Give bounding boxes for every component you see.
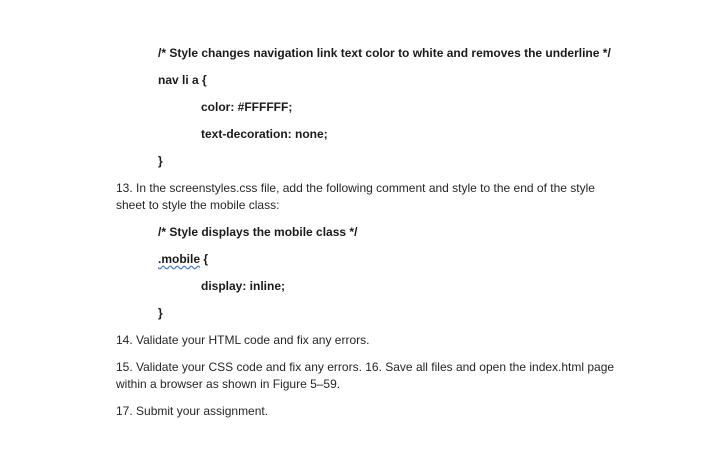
step-17: 17. Submit your assignment. xyxy=(116,404,269,418)
css-close-brace-nav: } xyxy=(158,154,163,168)
css-selector-nav: nav li a { xyxy=(158,73,207,87)
step-14: 14. Validate your HTML code and fix any errors. xyxy=(116,333,370,347)
css-property-color: color: #FFFFFF; xyxy=(201,100,293,114)
css-comment-mobile: /* Style displays the mobile class */ xyxy=(158,225,358,239)
css-selector-mobile xyxy=(158,252,208,266)
css-property-display: display: inline; xyxy=(201,279,286,293)
step-13-line-1: 13. In the screenstyles.css file, add the following comment and style to the end of the style xyxy=(116,181,595,195)
step-15-line-2: within a browser as shown in Figure 5–59. xyxy=(116,377,341,391)
spellcheck-underline-mobile: .mobile xyxy=(158,252,201,266)
step-15-line-1: 15. Validate your CSS code and fix any errors. 16. Save all files and open the index.html page xyxy=(116,360,615,374)
css-property-text-decoration: text-decoration: none; xyxy=(201,127,328,141)
css-close-brace-mobile: } xyxy=(158,306,163,320)
css-open-brace-mobile: { xyxy=(200,252,209,266)
step-13-line-2: sheet to style the mobile class: xyxy=(116,198,280,212)
css-comment-nav: /* Style changes navigation link text color to white and removes the underline */ xyxy=(158,46,611,60)
